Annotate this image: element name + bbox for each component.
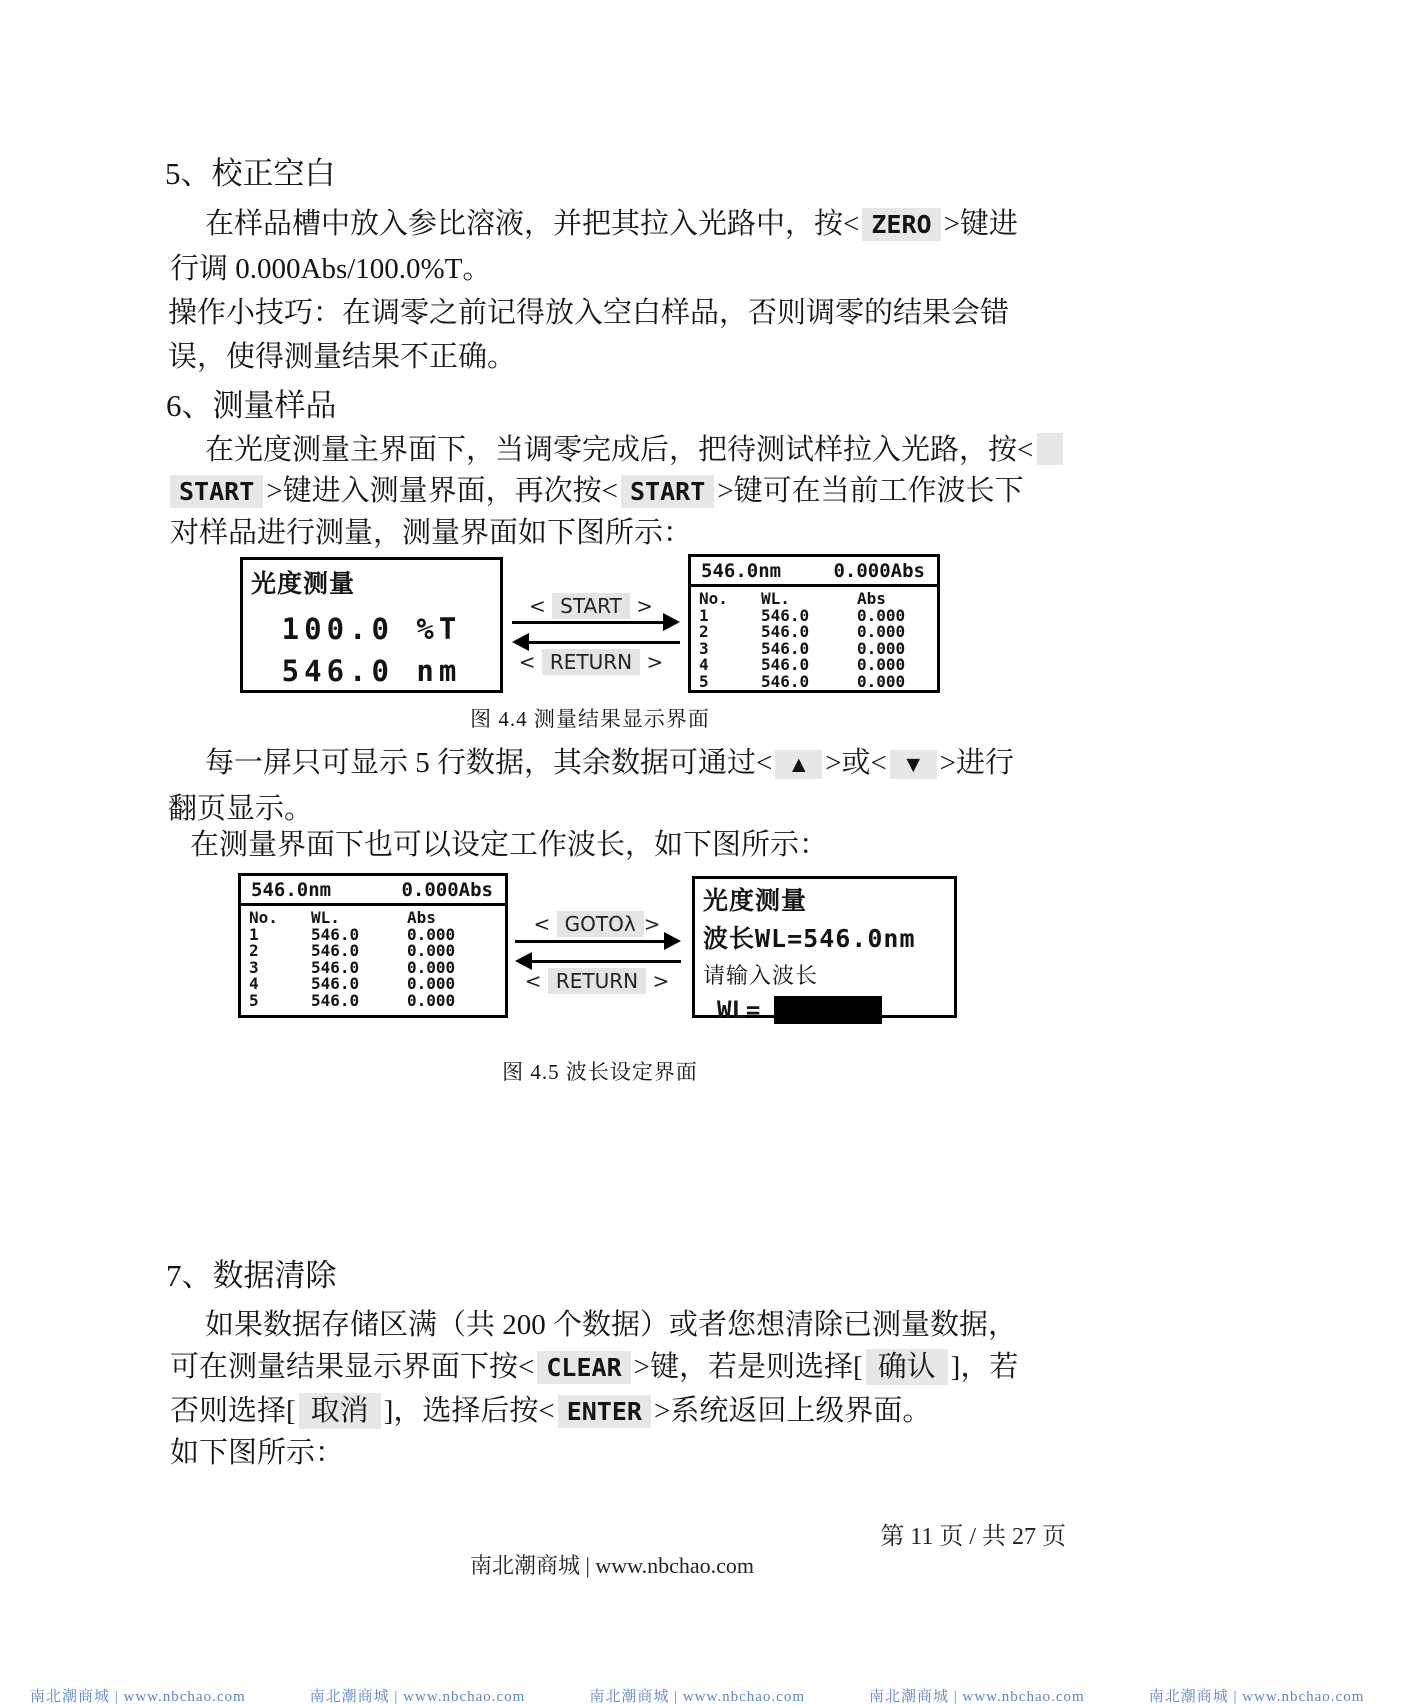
start-key: START xyxy=(621,475,714,508)
table-row: 1 546.0 0.000 xyxy=(699,605,906,625)
return-key: RETURN xyxy=(548,968,646,994)
section-6-line-2: START >键进入测量界面，再次按< START >键可在当前工作波长下 xyxy=(170,468,1024,509)
table-row: 5 546.0 0.000 xyxy=(699,671,906,691)
wavelength-input-row xyxy=(695,990,954,1030)
measure-result-screen xyxy=(238,873,508,1018)
section-7-line-3: 否则选择[ 取消 ]，选择后按< ENTER >系统返回上级界面。 xyxy=(170,1395,932,1427)
lcd-status-bar xyxy=(691,557,937,587)
return-arrow-label: < RETURN > xyxy=(524,969,670,993)
lcd-wavelength-reading: 546.0 nm xyxy=(281,654,462,688)
status-absorbance: 0.000Abs xyxy=(833,560,925,582)
enter-key: ENTER xyxy=(558,1395,651,1428)
bottom-watermark-strip: 南北潮商城 | www.nbchao.com 南北潮商城 | www.nbchao.com 南北潮商城 | www.nbchao.com 南北潮商城 | www.nbchao.com 南北潮商城 | www.nbchao.com xyxy=(30,1689,1365,1705)
confirm-option: 确认 xyxy=(866,1349,948,1385)
status-absorbance: 0.000Abs xyxy=(401,879,493,901)
status-wavelength: 546.0nm xyxy=(251,879,332,901)
result-table xyxy=(691,587,937,690)
wavelength-input-field xyxy=(774,996,882,1030)
start-key: START xyxy=(552,593,630,619)
photometry-measure-screen xyxy=(240,557,503,693)
up-arrow-key-icon: ▲ xyxy=(775,750,822,779)
paging-line-1: 每一屏只可显示 5 行数据，其余数据可通过< ▲ >或< ▼ >进行 xyxy=(205,747,1014,779)
paging-line-2: 翻页显示。 xyxy=(168,793,314,825)
goto-wavelength-key: GOTOλ xyxy=(557,911,644,937)
site-watermark: 南北潮商城 | www.nbchao.com xyxy=(470,1553,755,1578)
highlight-stub xyxy=(1037,433,1063,465)
table-row: 3 546.0 0.000 xyxy=(699,638,906,658)
section-7-line-1: 如果数据存储区满（共 200 个数据）或者您想清除已测量数据， xyxy=(205,1309,1018,1341)
return-key: RETURN xyxy=(542,649,640,675)
table-row: 3 546.0 0.000 xyxy=(249,957,456,977)
zero-key: ZERO xyxy=(862,208,940,241)
current-wavelength-line: 波长WL=546.0nm xyxy=(703,924,916,953)
lcd-screen-title: 光度测量 xyxy=(251,571,356,598)
input-label: WL= xyxy=(717,996,761,1024)
section-7-line-2: 可在测量结果显示界面下按< CLEAR >键，若是则选择[ 确认 ]，若 xyxy=(170,1351,1019,1383)
table-row: 2 546.0 0.000 xyxy=(249,941,456,960)
section-5-line-1: 在样品槽中放入参比溶液，并把其拉入光路中，按< ZERO >键进 xyxy=(205,208,1018,240)
table-header-row: No. WL. Abs xyxy=(699,589,886,608)
figure-4-5-caption: 图 4.5 波长设定界面 xyxy=(502,1060,698,1084)
section-6-heading: 6、测量样品 xyxy=(166,388,337,423)
start-arrow-label: < START > xyxy=(529,594,653,618)
section-5-line-4: 误，使得测量结果不正确。 xyxy=(168,341,517,373)
goto-wavelength-arrow-label: < GOTOλ > xyxy=(533,912,661,936)
section-5-line-3: 操作小技巧：在调零之前记得放入空白样品，否则调零的结果会错 xyxy=(168,297,1010,329)
section-7-line-4: 如下图所示： xyxy=(170,1437,345,1469)
table-row: 2 546.0 0.000 xyxy=(699,622,906,641)
page-number: 第 11 页 / 共 27 页 xyxy=(880,1524,1066,1550)
table-row: 5 546.0 0.000 xyxy=(249,990,456,1010)
section-6-line-3: 对样品进行测量，测量界面如下图所示： xyxy=(170,517,693,549)
status-wavelength: 546.0nm xyxy=(701,560,782,582)
section-5-line-2: 行调 0.000Abs/100.0%T。 xyxy=(170,253,492,285)
clear-key: CLEAR xyxy=(537,1351,630,1384)
wavelength-setting-screen xyxy=(692,876,957,1030)
return-arrow-label: < RETURN > xyxy=(518,650,664,674)
enter-wavelength-prompt: 请输入波长 xyxy=(703,963,819,988)
result-table xyxy=(241,906,505,1009)
section-6-line-1: 在光度测量主界面下，当调零完成后，把待测试样拉入光路，按< xyxy=(205,427,1063,468)
lcd-transmittance-reading: 100.0 %T xyxy=(281,612,462,646)
cancel-option: 取消 xyxy=(299,1393,381,1429)
table-row: 4 546.0 0.000 xyxy=(699,655,906,674)
lcd-status-bar xyxy=(241,876,505,906)
measure-result-screen xyxy=(688,554,940,693)
lcd-screen-title: 光度测量 xyxy=(703,888,808,915)
section-7-heading: 7、数据清除 xyxy=(166,1258,337,1293)
table-header-row: No. WL. Abs xyxy=(249,908,436,927)
figure-4-4-caption: 图 4.4 测量结果显示界面 xyxy=(470,707,710,731)
section-5-heading: 5、校正空白 xyxy=(165,156,336,191)
text-cursor: _ xyxy=(784,1006,797,1030)
down-arrow-key-icon: ▼ xyxy=(890,750,937,779)
table-row: 1 546.0 0.000 xyxy=(249,924,456,944)
set-wavelength-line: 在测量界面下也可以设定工作波长，如下图所示： xyxy=(190,829,829,861)
start-key: START xyxy=(170,475,263,508)
table-row: 4 546.0 0.000 xyxy=(249,974,456,993)
